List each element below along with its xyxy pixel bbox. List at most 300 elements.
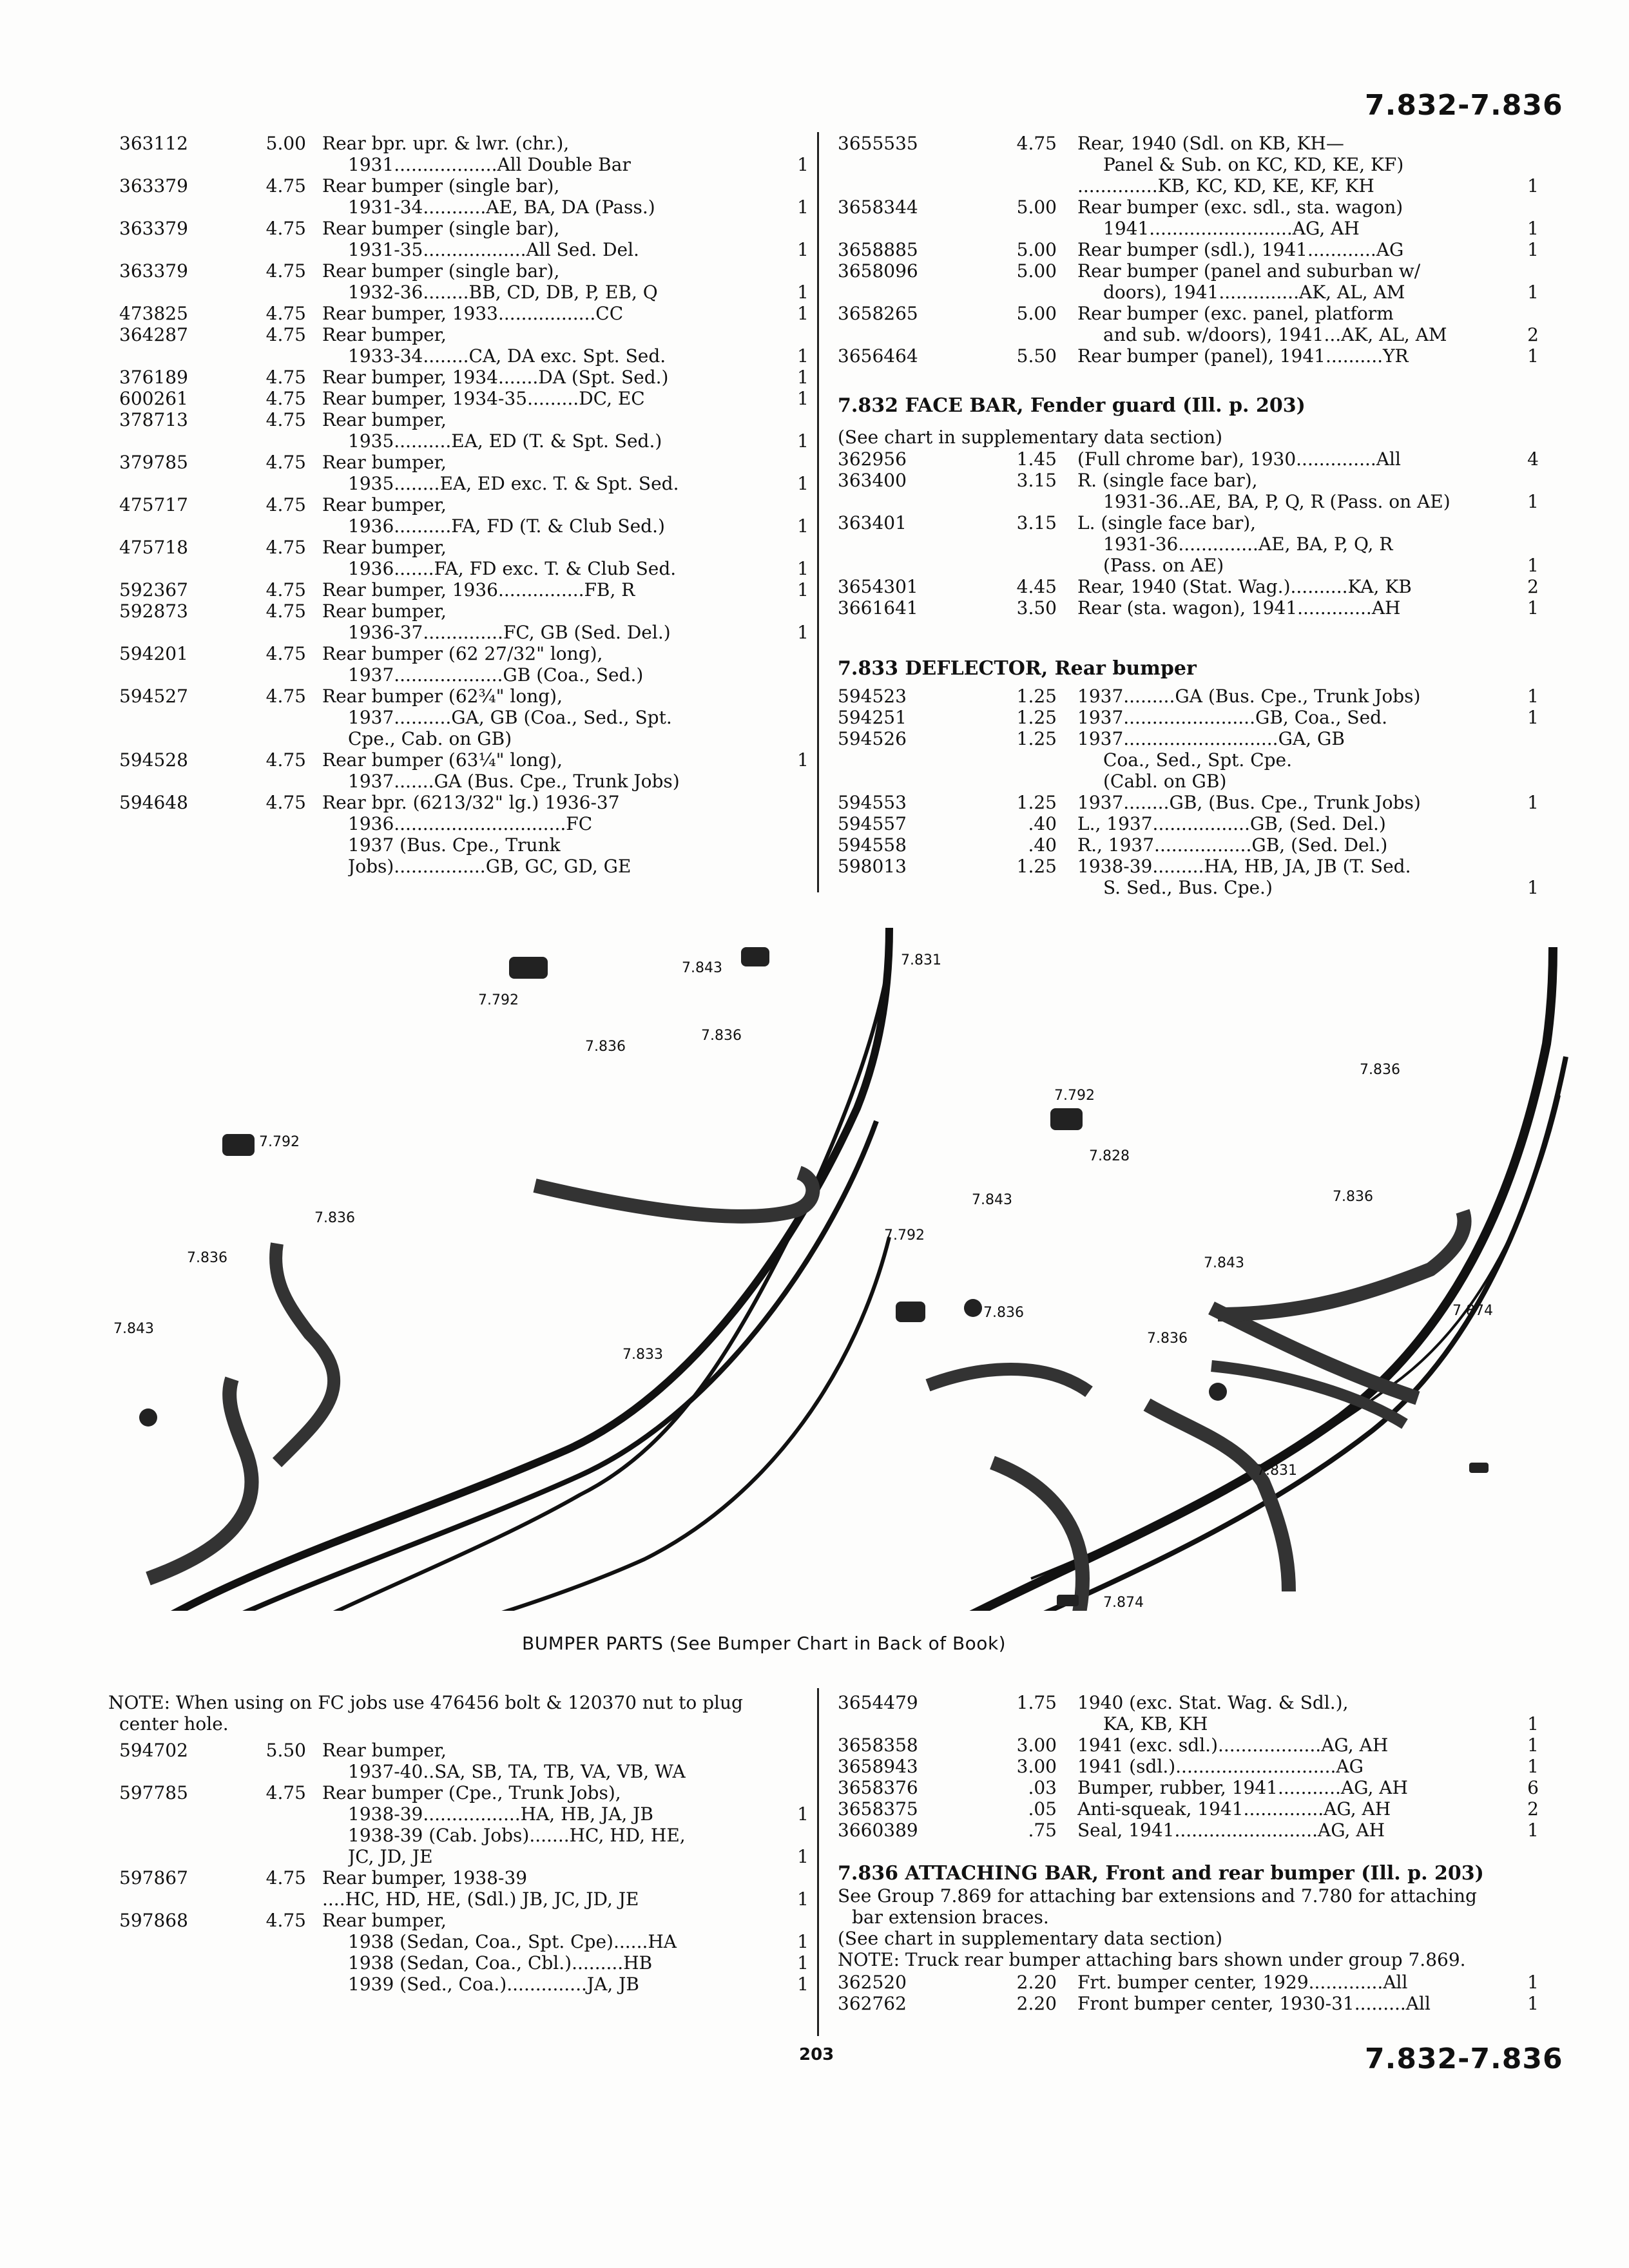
- part-row-line: [838, 1798, 1540, 1820]
- part-number: 597868: [119, 1910, 188, 1931]
- part-description: Rear bumper, 1936...............FB, R: [322, 579, 635, 601]
- part-description: Rear bpr. upr. & lwr. (chr.),: [322, 133, 570, 154]
- part-row-line: [838, 324, 1540, 345]
- part-row-line: [119, 260, 809, 282]
- part-quantity: 1: [1527, 1993, 1539, 2014]
- part-price: 1.45: [1016, 448, 1057, 470]
- part-quantity: 1: [797, 1931, 809, 1952]
- part-row-line: [838, 448, 1540, 470]
- part-price: 4.75: [265, 388, 306, 409]
- callout-label: 7.792: [1054, 1088, 1095, 1104]
- part-price: 4.75: [265, 367, 306, 388]
- part-description: Rear, 1940 (Stat. Wag.)..........KA, KB: [1077, 576, 1412, 597]
- part-description: 1937 (Bus. Cpe., Trunk: [348, 834, 561, 856]
- part-price: .40: [1028, 813, 1057, 834]
- note-line-1: NOTE: When using on FC jobs use 476456 bolt & 120370 nut to plug: [108, 1692, 743, 1713]
- part-price: 4.75: [265, 1910, 306, 1931]
- callout-label: 7.843: [113, 1321, 154, 1337]
- part-quantity: 1: [1527, 686, 1539, 707]
- part-description: Rear bumper (62¾" long),: [322, 686, 563, 707]
- part-row-line: [119, 367, 809, 388]
- part-description: 1931-35..................All Sed. Del.: [348, 239, 639, 260]
- part-price: 3.15: [1016, 470, 1057, 491]
- part-row-line: [838, 834, 1540, 856]
- part-row-line: [119, 686, 809, 707]
- part-row-line: [838, 1692, 1540, 1713]
- part-row-line: [838, 218, 1540, 239]
- part-description: 1937...........................GA, GB: [1077, 728, 1345, 749]
- part-quantity: 1: [1527, 1713, 1539, 1735]
- part-description: Rear bumper,: [322, 324, 447, 345]
- attaching-bar-7: [1218, 1211, 1465, 1314]
- callout-label: 7.836: [1360, 1062, 1400, 1078]
- part-row-line: [119, 664, 809, 686]
- part-row-line: [838, 597, 1540, 619]
- part-quantity: 1: [797, 154, 809, 175]
- part-description: Rear bumper, 1933.................CC: [322, 303, 624, 324]
- part-number: 594526: [838, 728, 907, 749]
- part-row-line: [119, 515, 809, 537]
- part-7792-c: [1050, 1108, 1083, 1130]
- part-quantity: 1: [1527, 1972, 1539, 1993]
- part-number: 594702: [119, 1740, 188, 1761]
- part-row-line: [119, 345, 809, 367]
- part-price: 1.75: [1016, 1692, 1057, 1713]
- part-7843-a: [741, 947, 769, 966]
- callout-label: 7.792: [478, 992, 519, 1008]
- part-quantity: 1: [1527, 1756, 1539, 1777]
- callout-label: 7.836: [585, 1039, 626, 1055]
- part-quantity: 1: [797, 1803, 809, 1825]
- part-quantity: 1: [797, 345, 809, 367]
- part-price: 5.00: [265, 133, 306, 154]
- part-price: 4.75: [265, 1782, 306, 1803]
- note-line-2: center hole.: [119, 1713, 229, 1735]
- part-price: .75: [1028, 1820, 1057, 1841]
- part-description: Rear, 1940 (Sdl. on KB, KH—: [1077, 133, 1344, 154]
- callout-label: 7.836: [187, 1250, 227, 1266]
- part-description: 1937-40..SA, SB, TA, TB, VA, VB, WA: [348, 1761, 686, 1782]
- part-number: 3654479: [838, 1692, 918, 1713]
- bumper-parts-illustration: [0, 915, 1629, 1611]
- part-price: 4.75: [265, 409, 306, 430]
- part-description: 1938 (Sedan, Coa., Spt. Cpe)......HA: [348, 1931, 677, 1952]
- part-price: .40: [1028, 834, 1057, 856]
- part-quantity: 1: [797, 1952, 809, 1974]
- part-quantity: 1: [1527, 707, 1539, 728]
- part-row-line: [838, 175, 1540, 197]
- part-number: 594557: [838, 813, 907, 834]
- part-quantity: 1: [1527, 1735, 1539, 1756]
- part-price: 4.75: [265, 1867, 306, 1888]
- part-description: R., 1937.................GB, (Sed. Del.): [1077, 834, 1388, 856]
- part-row-line: [838, 512, 1540, 533]
- part-price: 1.25: [1016, 792, 1057, 813]
- part-number: 376189: [119, 367, 188, 388]
- part-description: (Cabl. on GB): [1103, 771, 1227, 792]
- part-number: 3658376: [838, 1777, 918, 1798]
- part-price: 4.75: [265, 324, 306, 345]
- part-row-line: [119, 1761, 809, 1782]
- part-number: 3658885: [838, 239, 918, 260]
- part-number: 379785: [119, 452, 188, 473]
- part-number: 363112: [119, 133, 188, 154]
- part-row-line: [119, 197, 809, 218]
- part-row-line: [119, 834, 809, 856]
- part-quantity: 2: [1527, 1798, 1539, 1820]
- part-price: 3.15: [1016, 512, 1057, 533]
- part-price: 5.00: [1016, 303, 1057, 324]
- part-quantity: 1: [797, 622, 809, 643]
- part-row-line: [119, 303, 809, 324]
- attaching-note-2: bar extension braces.: [852, 1907, 1049, 1928]
- part-row-line: [838, 1713, 1540, 1735]
- part-row-line: [119, 537, 809, 558]
- part-price: 4.75: [265, 175, 306, 197]
- part-description: Rear bumper,: [322, 537, 447, 558]
- part-row-line: [119, 1740, 809, 1761]
- part-quantity: 1: [797, 1846, 809, 1867]
- part-quantity: 1: [797, 1974, 809, 1995]
- deflector-heading: 7.833 DEFLECTOR, Rear bumper: [838, 657, 1197, 680]
- callout-label: 7.836: [701, 1028, 742, 1044]
- part-description: 1939 (Sed., Coa.)..............JA, JB: [348, 1974, 639, 1995]
- part-number: 594251: [838, 707, 907, 728]
- part-7843-b: [964, 1299, 982, 1317]
- part-row-line: [119, 1825, 809, 1846]
- part-description: Rear (sta. wagon), 1941.............AH: [1077, 597, 1401, 619]
- part-quantity: 1: [797, 1888, 809, 1910]
- part-row-line: [119, 1910, 809, 1931]
- part-7792-b: [222, 1134, 255, 1156]
- part-row-line: [838, 1756, 1540, 1777]
- part-row-line: [838, 576, 1540, 597]
- part-quantity: 1: [1527, 877, 1539, 898]
- part-number: 363400: [838, 470, 907, 491]
- part-description: Cpe., Cab. on GB): [348, 728, 512, 749]
- part-row-line: [119, 856, 809, 877]
- part-7843-d: [139, 1408, 157, 1427]
- part-description: Coa., Sed., Spt. Cpe.: [1103, 749, 1293, 771]
- part-row-line: [838, 1993, 1540, 2014]
- part-description: (Full chrome bar), 1930..............All: [1077, 448, 1401, 470]
- part-row-line: [838, 686, 1540, 707]
- part-row-line: [838, 749, 1540, 771]
- attaching-bar-8: [1211, 1366, 1405, 1424]
- part-number: 3654301: [838, 576, 918, 597]
- part-description: Panel & Sub. on KC, KD, KE, KF): [1103, 154, 1404, 175]
- part-price: 4.75: [265, 260, 306, 282]
- callout-label: 7.836: [1147, 1331, 1188, 1347]
- part-quantity: 1: [797, 749, 809, 771]
- part-description: 1935..........EA, ED (T. & Spt. Sed.): [348, 430, 662, 452]
- part-quantity: 1: [797, 367, 809, 388]
- part-7843-c: [1209, 1383, 1227, 1401]
- part-description: S. Sed., Bus. Cpe.): [1103, 877, 1273, 898]
- part-description: Jobs)................GB, GC, GD, GE: [348, 856, 631, 877]
- attaching-note-1: See Group 7.869 for attaching bar extensions and 7.780 for attaching: [838, 1885, 1477, 1907]
- part-description: 1937........GB, (Bus. Cpe., Trunk Jobs): [1077, 792, 1421, 813]
- part-number: 3658375: [838, 1798, 918, 1820]
- part-price: 4.75: [265, 537, 306, 558]
- part-number: 362956: [838, 448, 907, 470]
- part-description: Rear bumper (exc. panel, platform: [1077, 303, 1394, 324]
- part-price: 4.75: [265, 749, 306, 771]
- part-description: ....HC, HD, HE, (Sdl.) JB, JC, JD, JE: [322, 1888, 639, 1910]
- deflector-7828: [928, 1369, 1089, 1392]
- part-row-line: [838, 771, 1540, 792]
- part-description: 1937.......................GB, Coa., Sed.: [1077, 707, 1387, 728]
- part-row-line: [838, 303, 1540, 324]
- part-quantity: 1: [1527, 239, 1539, 260]
- part-row-line: [119, 1888, 809, 1910]
- part-description: Rear bumper (panel and suburban w/: [1077, 260, 1421, 282]
- column-divider-top: [817, 132, 819, 892]
- part-number: 363401: [838, 512, 907, 533]
- part-row-line: [119, 239, 809, 260]
- part-description: 1936..........FA, FD (T. & Club Sed.): [348, 515, 665, 537]
- part-number: 594553: [838, 792, 907, 813]
- part-description: 1937.........GA (Bus. Cpe., Trunk Jobs): [1077, 686, 1421, 707]
- part-description: Rear bpr. (6213/32" lg.) 1936-37: [322, 792, 620, 813]
- part-description: Front bumper center, 1930-31.........All: [1077, 1993, 1431, 2014]
- part-row-line: [838, 239, 1540, 260]
- part-row-line: [838, 533, 1540, 555]
- part-number: 475718: [119, 537, 188, 558]
- part-quantity: 1: [797, 473, 809, 494]
- part-number: 597785: [119, 1782, 188, 1803]
- part-price: 1.25: [1016, 856, 1057, 877]
- part-description: 1937...................GB (Coa., Sed.): [348, 664, 644, 686]
- part-quantity: 1: [797, 282, 809, 303]
- part-description: 1932-36........BB, CD, DB, P, EB, Q: [348, 282, 658, 303]
- page-footer-range: 7.832-7.836: [1365, 2042, 1563, 2075]
- part-row-line: [119, 728, 809, 749]
- part-row-line: [119, 622, 809, 643]
- part-number: 363379: [119, 218, 188, 239]
- part-number: 363379: [119, 175, 188, 197]
- part-row-line: [838, 728, 1540, 749]
- part-description: Rear bumper, 1938-39: [322, 1867, 528, 1888]
- part-number: 364287: [119, 324, 188, 345]
- part-price: 5.00: [1016, 239, 1057, 260]
- part-price: 3.00: [1016, 1756, 1057, 1777]
- part-quantity: 1: [797, 558, 809, 579]
- part-number: 362762: [838, 1993, 907, 2014]
- part-row-line: [119, 494, 809, 515]
- part-price: 4.75: [1016, 133, 1057, 154]
- part-quantity: 1: [1527, 491, 1539, 512]
- part-row-line: [119, 473, 809, 494]
- page-header: 7.832-7.836: [1365, 89, 1563, 122]
- part-description: 1936.......FA, FD exc. T. & Club Sed.: [348, 558, 677, 579]
- part-price: 4.75: [265, 494, 306, 515]
- part-price: 5.50: [265, 1740, 306, 1761]
- part-price: 4.75: [265, 792, 306, 813]
- part-quantity: 1: [1527, 282, 1539, 303]
- callout-label: 7.874: [1103, 1595, 1144, 1611]
- part-number: 3655535: [838, 133, 918, 154]
- attaching-bar-6: [992, 1463, 1083, 1611]
- part-price: .03: [1028, 1777, 1057, 1798]
- part-description: 1931-36..............AE, BA, P, Q, R: [1103, 533, 1393, 555]
- part-description: 1936-37..............FC, GB (Sed. Del.): [348, 622, 671, 643]
- part-description: Rear bumper, 1934-35.........DC, EC: [322, 388, 645, 409]
- attaching-bar-2: [276, 1244, 334, 1463]
- part-description: 1941 (exc. sdl.)..................AG, AH: [1077, 1735, 1389, 1756]
- part-number: 363379: [119, 260, 188, 282]
- callout-label: 7.792: [259, 1134, 300, 1150]
- part-number: 592873: [119, 601, 188, 622]
- part-row-line: [119, 282, 809, 303]
- part-row-line: [119, 1974, 809, 1995]
- part-description: Rear bumper,: [322, 494, 447, 515]
- part-description: (Pass. on AE): [1103, 555, 1224, 576]
- part-row-line: [838, 707, 1540, 728]
- part-description: JC, JD, JE: [348, 1846, 433, 1867]
- part-number: 594558: [838, 834, 907, 856]
- part-description: Rear bumper (single bar),: [322, 260, 560, 282]
- part-row-line: [838, 154, 1540, 175]
- part-number: 594201: [119, 643, 188, 664]
- part-price: 5.50: [1016, 345, 1057, 367]
- part-quantity: 1: [1527, 555, 1539, 576]
- part-description: Rear bumper,: [322, 1740, 447, 1761]
- part-row-line: [838, 260, 1540, 282]
- part-description: Rear bumper (exc. sdl., sta. wagon): [1077, 197, 1403, 218]
- part-price: 4.45: [1016, 576, 1057, 597]
- part-price: 4.75: [265, 601, 306, 622]
- part-description: Frt. bumper center, 1929.............All: [1077, 1972, 1408, 1993]
- part-description: 1937..........GA, GB (Coa., Sed., Spt.: [348, 707, 672, 728]
- part-number: 3658344: [838, 197, 918, 218]
- part-number: 378713: [119, 409, 188, 430]
- part-row-line: [838, 792, 1540, 813]
- part-quantity: 2: [1527, 576, 1539, 597]
- part-price: 5.00: [1016, 260, 1057, 282]
- part-number: 594527: [119, 686, 188, 707]
- part-description: 1938 (Sedan, Coa., Cbl.).........HB: [348, 1952, 653, 1974]
- part-description: 1931-34...........AE, BA, DA (Pass.): [348, 197, 655, 218]
- part-row-line: [838, 197, 1540, 218]
- part-description: Rear bumper,: [322, 409, 447, 430]
- part-description: and sub. w/doors), 1941...AK, AL, AM: [1103, 324, 1447, 345]
- part-row-line: [119, 792, 809, 813]
- part-description: 1938-39.........HA, HB, JA, JB (T. Sed.: [1077, 856, 1411, 877]
- part-quantity: 1: [1527, 792, 1539, 813]
- part-row-line: [119, 558, 809, 579]
- part-number: 592367: [119, 579, 188, 601]
- part-description: Rear bumper, 1934.......DA (Spt. Sed.): [322, 367, 669, 388]
- part-row-line: [838, 877, 1540, 898]
- part-number: 3658358: [838, 1735, 918, 1756]
- part-quantity: 6: [1527, 1777, 1539, 1798]
- part-description: L., 1937.................GB, (Sed. Del.): [1077, 813, 1386, 834]
- part-price: 4.75: [265, 579, 306, 601]
- attaching-bar-3: [148, 1379, 251, 1579]
- part-row-line: [119, 643, 809, 664]
- part-row-line: [119, 409, 809, 430]
- part-price: 4.75: [265, 218, 306, 239]
- part-description: L. (single face bar),: [1077, 512, 1257, 533]
- part-quantity: 1: [797, 579, 809, 601]
- face-bar-heading: 7.832 FACE BAR, Fender guard (Ill. p. 203): [838, 394, 1306, 417]
- part-number: 597867: [119, 1867, 188, 1888]
- part-7874-b: [1057, 1595, 1079, 1606]
- part-row-line: [119, 430, 809, 452]
- part-description: 1940 (exc. Stat. Wag. & Sdl.),: [1077, 1692, 1349, 1713]
- part-row-line: [119, 324, 809, 345]
- right-lower-bumper: [1031, 1095, 1559, 1579]
- part-number: 475717: [119, 494, 188, 515]
- part-description: doors), 1941..............AK, AL, AM: [1103, 282, 1405, 303]
- part-row-line: [119, 1782, 809, 1803]
- part-row-line: [119, 452, 809, 473]
- part-number: 3661641: [838, 597, 918, 619]
- part-quantity: 1: [1527, 218, 1539, 239]
- part-price: 4.75: [265, 686, 306, 707]
- part-description: 1933-34........CA, DA exc. Spt. Sed.: [348, 345, 666, 367]
- part-price: 5.00: [1016, 197, 1057, 218]
- part-price: 1.25: [1016, 707, 1057, 728]
- part-price: .05: [1028, 1798, 1057, 1820]
- part-quantity: 2: [1527, 324, 1539, 345]
- part-row-line: [119, 154, 809, 175]
- part-row-line: [119, 771, 809, 792]
- part-row-line: [119, 133, 809, 154]
- part-price: 4.75: [265, 452, 306, 473]
- part-row-line: [119, 601, 809, 622]
- part-row-line: [119, 1803, 809, 1825]
- part-description: Anti-squeak, 1941..............AG, AH: [1077, 1798, 1391, 1820]
- part-price: 2.20: [1016, 1993, 1057, 2014]
- part-row-line: [119, 1846, 809, 1867]
- part-row-line: [119, 1952, 809, 1974]
- callout-label: 7.792: [884, 1227, 925, 1244]
- part-description: 1938-39 (Cab. Jobs).......HC, HD, HE,: [348, 1825, 686, 1846]
- callout-label: 7.843: [1204, 1255, 1244, 1271]
- callout-label: 7.843: [972, 1192, 1012, 1208]
- part-description: 1935........EA, ED exc. T. & Spt. Sed.: [348, 473, 679, 494]
- callout-label: 7.836: [1333, 1189, 1373, 1205]
- part-row-line: [838, 1820, 1540, 1841]
- part-price: 4.75: [265, 303, 306, 324]
- attaching-bar-1: [535, 1173, 813, 1216]
- part-quantity: 4: [1527, 448, 1539, 470]
- part-price: 3.00: [1016, 1735, 1057, 1756]
- rear-bumper-7831-left: [271, 960, 889, 1611]
- part-quantity: 1: [797, 303, 809, 324]
- callout-label: 7.831: [1257, 1463, 1297, 1479]
- part-row-line: [838, 555, 1540, 576]
- part-7874-a: [1469, 1463, 1489, 1473]
- part-number: 594528: [119, 749, 188, 771]
- column-divider-bottom: [817, 1688, 819, 2036]
- part-number: 3658943: [838, 1756, 918, 1777]
- part-description: ..............KB, KC, KD, KE, KF, KH: [1077, 175, 1374, 197]
- part-description: Rear bumper (Cpe., Trunk Jobs),: [322, 1782, 621, 1803]
- part-number: 3658096: [838, 260, 918, 282]
- part-description: Seal, 1941.........................AG, AH: [1077, 1820, 1385, 1841]
- part-row-line: [838, 282, 1540, 303]
- attaching-note-4: NOTE: Truck rear bumper attaching bars shown under group 7.869.: [838, 1949, 1466, 1970]
- part-price: 1.25: [1016, 686, 1057, 707]
- part-quantity: 1: [797, 388, 809, 409]
- part-description: 1931..................All Double Bar: [348, 154, 631, 175]
- part-description: 1938-39.................HA, HB, JA, JB: [348, 1803, 653, 1825]
- callout-label: 7.833: [622, 1347, 663, 1363]
- part-row-line: [119, 749, 809, 771]
